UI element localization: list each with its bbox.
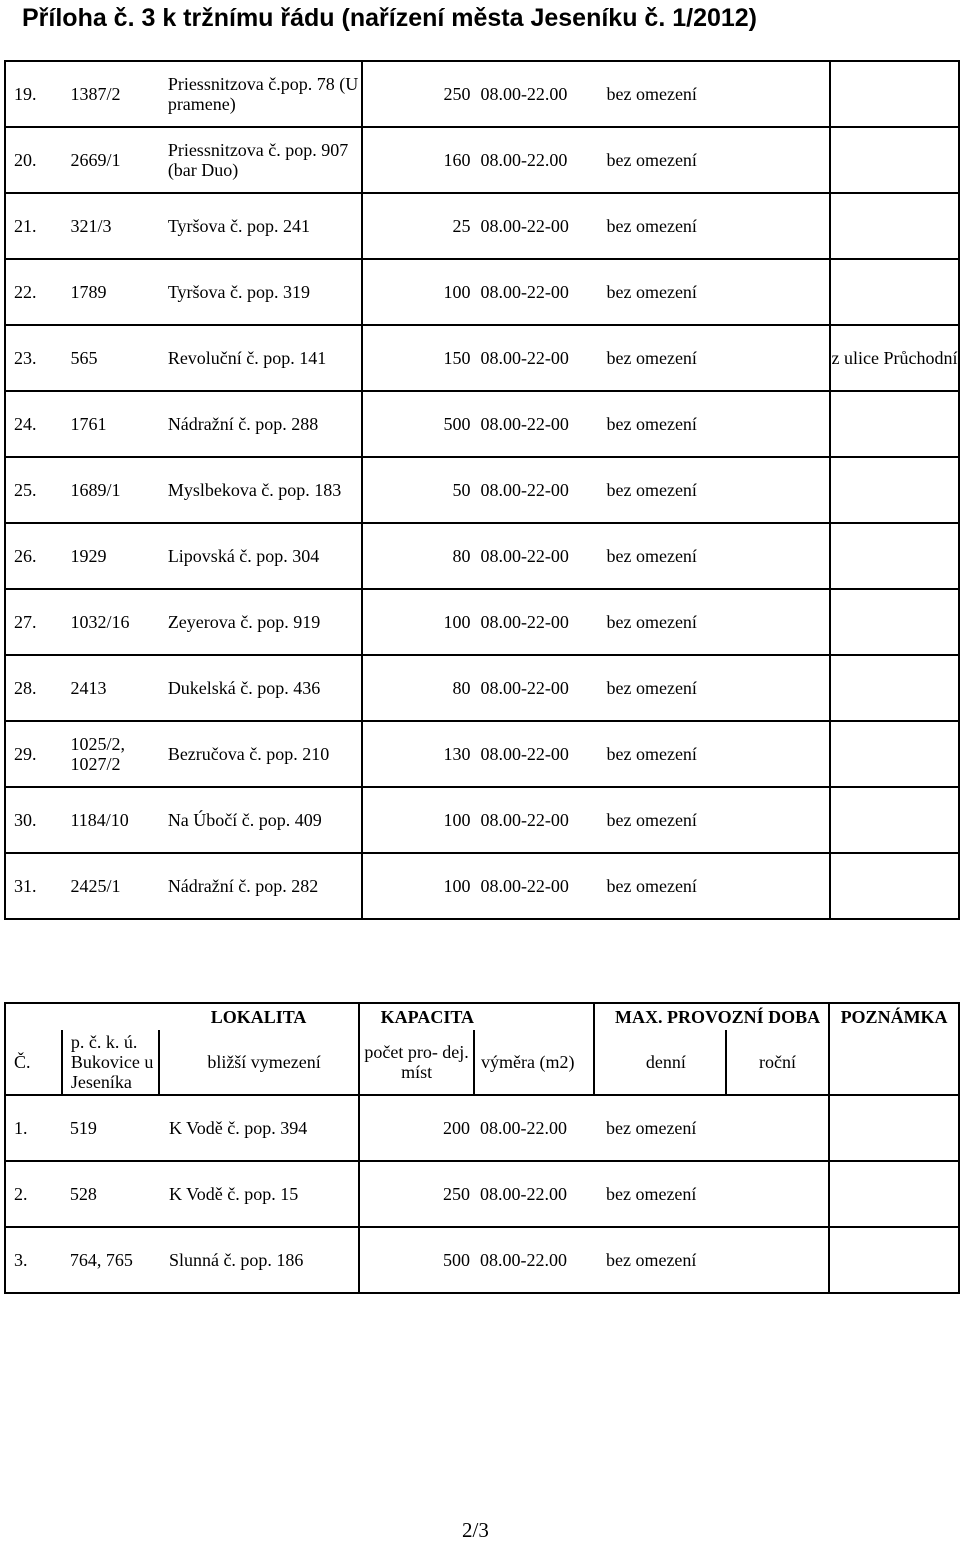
limit-cell: bez omezení — [594, 259, 727, 325]
operating-time-cell: 08.00-22.00 — [474, 1161, 594, 1227]
row-number-cell: 3. — [5, 1227, 62, 1293]
limit-cell: bez omezení — [594, 391, 727, 457]
operating-time-cell: 08.00-22.00 — [474, 127, 594, 193]
yearly-cell — [726, 1095, 829, 1161]
table-row — [5, 523, 959, 589]
capacity-cell: 500 — [359, 1227, 474, 1293]
address-cell: Priessnitzova č.pop. 78 (U pramene) — [158, 61, 362, 127]
operating-time-cell: 08.00-22-00 — [474, 457, 594, 523]
header-poznamka: POZNÁMKA — [829, 1003, 959, 1030]
address-cell: Myslbekova č. pop. 183 — [158, 457, 362, 523]
yearly-cell — [727, 787, 830, 853]
row-number-cell: 30. — [5, 787, 62, 853]
operating-time-cell: 08.00-22-00 — [474, 787, 594, 853]
limit-cell: bez omezení — [594, 193, 727, 259]
header-parcela: p. č. k. ú. Bukovice u Jeseníka — [62, 1030, 159, 1095]
header-kapacita: KAPACITA — [380, 1006, 475, 1027]
limit-cell: bez omezení — [594, 1227, 726, 1293]
note-cell — [830, 391, 959, 457]
parcel-number-cell: 1689/1 — [62, 457, 157, 523]
document-title: Příloha č. 3 k tržnímu řádu (nařízení města Jeseníku č. 1/2012) — [22, 4, 758, 32]
parcel-number-cell: 1025/2, 1027/2 — [62, 721, 157, 787]
note-cell — [830, 457, 959, 523]
yearly-cell — [727, 721, 830, 787]
note-cell — [830, 589, 959, 655]
yearly-cell — [727, 523, 830, 589]
table-row — [5, 457, 959, 523]
operating-time-cell: 08.00-22-00 — [474, 325, 594, 391]
operating-time-cell: 08.00-22-00 — [474, 259, 594, 325]
yearly-cell — [727, 61, 830, 127]
address-cell: Tyršova č. pop. 241 — [158, 193, 362, 259]
header-lokalita: LOKALITA — [159, 1003, 359, 1030]
parcel-number-cell: 2669/1 — [62, 127, 157, 193]
parcel-number-cell: 2413 — [62, 655, 157, 721]
row-number-cell: 2. — [5, 1161, 62, 1227]
header-vymera: výměra (m2) — [474, 1030, 594, 1095]
operating-time-cell: 08.00-22.00 — [474, 61, 594, 127]
limit-cell: bez omezení — [594, 853, 727, 919]
row-number-cell: 29. — [5, 721, 62, 787]
capacity-cell: 100 — [362, 787, 474, 853]
operating-time-cell: 08.00-22-00 — [474, 589, 594, 655]
operating-time-cell: 08.00-22-00 — [474, 391, 594, 457]
row-number-cell: 1. — [5, 1095, 62, 1161]
capacity-cell: 500 — [362, 391, 474, 457]
address-cell: Tyršova č. pop. 319 — [158, 259, 362, 325]
parcel-number-cell: 519 — [62, 1095, 159, 1161]
table-row — [5, 61, 959, 127]
row-number-cell: 27. — [5, 589, 62, 655]
note-cell — [830, 655, 959, 721]
header-rocni: roční — [726, 1030, 829, 1095]
capacity-cell: 250 — [362, 61, 474, 127]
parcel-number-cell: 1929 — [62, 523, 157, 589]
note-cell — [830, 259, 959, 325]
operating-time-cell: 08.00-22-00 — [474, 853, 594, 919]
yearly-cell — [727, 655, 830, 721]
yearly-cell — [727, 325, 830, 391]
table-row — [5, 193, 959, 259]
capacity-cell: 150 — [362, 325, 474, 391]
yearly-cell — [727, 457, 830, 523]
limit-cell: bez omezení — [594, 127, 727, 193]
capacity-cell: 130 — [362, 721, 474, 787]
row-number-cell: 26. — [5, 523, 62, 589]
table-row — [5, 655, 959, 721]
table-row — [5, 787, 959, 853]
market-places-table-2 — [4, 1002, 960, 1294]
table-row — [5, 589, 959, 655]
note-cell — [830, 193, 959, 259]
note-cell — [829, 1095, 959, 1161]
note-cell — [830, 523, 959, 589]
note-cell — [830, 61, 959, 127]
row-number-cell: 24. — [5, 391, 62, 457]
limit-cell: bez omezení — [594, 1161, 726, 1227]
row-number-cell: 22. — [5, 259, 62, 325]
table-row — [5, 1095, 959, 1161]
limit-cell: bez omezení — [594, 523, 727, 589]
capacity-cell: 80 — [362, 655, 474, 721]
row-number-cell: 20. — [5, 127, 62, 193]
yearly-cell — [726, 1161, 829, 1227]
yearly-cell — [727, 391, 830, 457]
limit-cell: bez omezení — [594, 589, 727, 655]
limit-cell: bez omezení — [594, 325, 727, 391]
limit-cell: bez omezení — [594, 787, 727, 853]
address-cell: Revoluční č. pop. 141 — [158, 325, 362, 391]
parcel-number-cell: 1789 — [62, 259, 157, 325]
table2-header-top — [5, 1003, 959, 1030]
table-row — [5, 1161, 959, 1227]
note-cell: z ulice Průchodní — [830, 325, 959, 391]
capacity-cell: 250 — [359, 1161, 474, 1227]
address-cell: Bezručova č. pop. 210 — [158, 721, 362, 787]
row-number-cell: 25. — [5, 457, 62, 523]
address-cell: K Vodě č. pop. 15 — [159, 1161, 359, 1227]
table-row — [5, 127, 959, 193]
note-cell — [830, 787, 959, 853]
table-row — [5, 853, 959, 919]
parcel-number-cell: 2425/1 — [62, 853, 157, 919]
operating-time-cell: 08.00-22-00 — [474, 523, 594, 589]
table2-header-bottom — [5, 1030, 959, 1095]
note-cell — [829, 1227, 959, 1293]
limit-cell: bez omezení — [594, 61, 727, 127]
header-kapacita-1 — [359, 1003, 474, 1030]
capacity-cell: 100 — [362, 589, 474, 655]
parcel-number-cell: 1032/16 — [62, 589, 157, 655]
address-cell: K Vodě č. pop. 394 — [159, 1095, 359, 1161]
table-row — [5, 1227, 959, 1293]
table-row — [5, 391, 959, 457]
header-denni: denní — [594, 1030, 726, 1095]
row-number-cell: 28. — [5, 655, 62, 721]
table1-body — [5, 61, 959, 919]
header-vymezeni: bližší vymezení — [159, 1030, 359, 1095]
operating-time-cell: 08.00-22.00 — [474, 1095, 594, 1161]
parcel-number-cell: 764, 765 — [62, 1227, 159, 1293]
address-cell: Na Úbočí č. pop. 409 — [158, 787, 362, 853]
header-cislo: Č. — [5, 1030, 62, 1095]
yearly-cell — [727, 193, 830, 259]
capacity-cell: 80 — [362, 523, 474, 589]
table2-body — [5, 1095, 959, 1293]
address-cell: Zeyerova č. pop. 919 — [158, 589, 362, 655]
address-cell: Dukelská č. pop. 436 — [158, 655, 362, 721]
parcel-number-cell: 528 — [62, 1161, 159, 1227]
note-cell — [830, 127, 959, 193]
address-cell: Lipovská č. pop. 304 — [158, 523, 362, 589]
address-cell: Slunná č. pop. 186 — [159, 1227, 359, 1293]
yearly-cell — [727, 589, 830, 655]
operating-time-cell: 08.00-22-00 — [474, 193, 594, 259]
capacity-cell: 160 — [362, 127, 474, 193]
header-pocet: počet pro- dej. míst — [359, 1030, 474, 1095]
yearly-cell — [726, 1227, 829, 1293]
address-cell: Priessnitzova č. pop. 907 (bar Duo) — [158, 127, 362, 193]
address-cell: Nádražní č. pop. 282 — [158, 853, 362, 919]
capacity-cell: 25 — [362, 193, 474, 259]
table-row — [5, 259, 959, 325]
capacity-cell: 200 — [359, 1095, 474, 1161]
market-places-table-1 — [4, 60, 960, 920]
row-number-cell: 21. — [5, 193, 62, 259]
parcel-number-cell: 1761 — [62, 391, 157, 457]
row-number-cell: 31. — [5, 853, 62, 919]
row-number-cell: 23. — [5, 325, 62, 391]
operating-time-cell: 08.00-22-00 — [474, 655, 594, 721]
table-row — [5, 721, 959, 787]
parcel-number-cell: 1184/10 — [62, 787, 157, 853]
operating-time-cell: 08.00-22-00 — [474, 721, 594, 787]
limit-cell: bez omezení — [594, 1095, 726, 1161]
parcel-number-cell: 321/3 — [62, 193, 157, 259]
note-cell — [830, 853, 959, 919]
note-cell — [829, 1161, 959, 1227]
row-number-cell: 19. — [5, 61, 62, 127]
capacity-cell: 100 — [362, 259, 474, 325]
parcel-number-cell: 1387/2 — [62, 61, 157, 127]
yearly-cell — [727, 127, 830, 193]
address-cell: Nádražní č. pop. 288 — [158, 391, 362, 457]
header-provozni-doba: MAX. PROVOZNÍ DOBA — [594, 1003, 829, 1030]
limit-cell: bez omezení — [594, 457, 727, 523]
parcel-number-cell: 565 — [62, 325, 157, 391]
operating-time-cell: 08.00-22.00 — [474, 1227, 594, 1293]
capacity-cell: 100 — [362, 853, 474, 919]
page-number: 2/3 — [462, 1518, 489, 1542]
yearly-cell — [727, 853, 830, 919]
limit-cell: bez omezení — [594, 721, 727, 787]
yearly-cell — [727, 259, 830, 325]
note-cell — [830, 721, 959, 787]
limit-cell: bez omezení — [594, 655, 727, 721]
table-row — [5, 325, 959, 391]
capacity-cell: 50 — [362, 457, 474, 523]
